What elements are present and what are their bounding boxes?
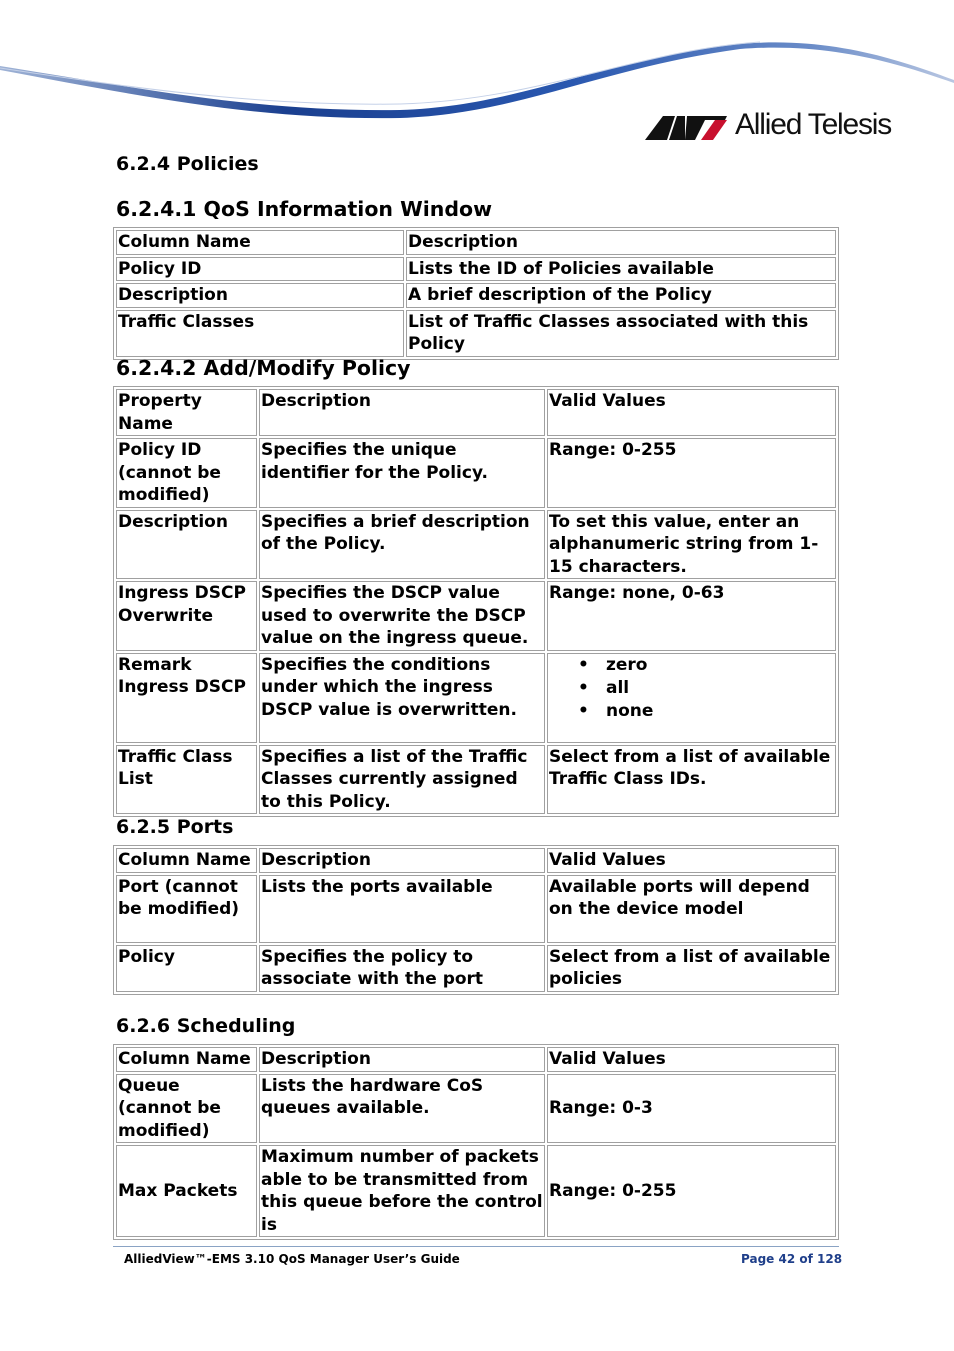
table-cell: Specifies the policy to associate with the port <box>259 945 545 992</box>
table-cell: Queue (cannot be modified) <box>116 1074 257 1144</box>
footer-divider <box>113 1246 839 1247</box>
table-header-row <box>116 848 836 873</box>
table-cell: Specifies a list of the Traffic Classes currently assigned to this Policy. <box>259 745 545 815</box>
table-cell: Select from a list of available policies <box>547 945 836 992</box>
table-cell: Description <box>116 283 404 308</box>
header-cell: Description <box>406 230 836 255</box>
table-row <box>116 283 836 308</box>
allied-telesis-logo <box>645 108 891 142</box>
table-cell: Traffic Class List <box>116 745 257 815</box>
add-modify-policy-table <box>113 386 839 817</box>
table-cell: Remark Ingress DSCP <box>116 653 257 743</box>
table-header-row <box>116 230 836 255</box>
table-header-row <box>116 1047 836 1072</box>
logo-mark-icon <box>645 110 727 140</box>
table-cell: A brief description of the Policy <box>406 283 836 308</box>
table-cell: Port (cannot be modified) <box>116 875 257 943</box>
table-row <box>116 310 836 357</box>
footer-page-number: Page 42 of 128 <box>741 1252 843 1266</box>
header-cell: Column Name <box>116 1047 257 1072</box>
table-cell: List of Traffic Classes associated with this Policy <box>406 310 836 357</box>
header-cell: Valid Values <box>547 848 836 873</box>
table-cell: Max Packets <box>116 1145 257 1237</box>
table-cell: Description <box>116 510 257 580</box>
table-cell: Specifies a brief description of the Policy. <box>259 510 545 580</box>
logo-text: Allied Telesis <box>735 108 892 141</box>
section-heading-ports: 6.2.5 Ports <box>116 816 234 838</box>
table-row <box>116 945 836 992</box>
table-cell: Range: 0-255 <box>547 1145 836 1237</box>
table-cell <box>547 653 836 743</box>
table-cell: Specifies the conditions under which the ingress DSCP value is overwritten. <box>259 653 545 743</box>
header-cell: Valid Values <box>547 389 836 436</box>
table-cell: Policy <box>116 945 257 992</box>
table-cell: Lists the ports available <box>259 875 545 943</box>
section-heading-add-modify: 6.2.4.2 Add/Modify Policy <box>116 356 411 380</box>
table-cell: Policy ID (cannot be modified) <box>116 438 257 508</box>
table-cell: Range: 0-3 <box>547 1074 836 1144</box>
table-row <box>116 510 836 580</box>
list-item: • zero <box>606 654 834 677</box>
table-header-row <box>116 389 836 436</box>
table-row <box>116 581 836 651</box>
header-cell: Description <box>259 848 545 873</box>
header-cell: Valid Values <box>547 1047 836 1072</box>
section-heading-policies: 6.2.4 Policies <box>116 153 259 175</box>
header-cell: Column Name <box>116 230 404 255</box>
table-cell: Available ports will depend on the device model <box>547 875 836 943</box>
list-item: • none <box>606 700 834 723</box>
table-cell: Select from a list of available Traffic Class IDs. <box>547 745 836 815</box>
table-cell: Specifies the DSCP value used to overwrite the DSCP value on the ingress queue. <box>259 581 545 651</box>
remark-values-list <box>549 654 834 723</box>
table-cell: Policy ID <box>116 257 404 282</box>
table-cell: Lists the hardware CoS queues available. <box>259 1074 545 1144</box>
table-row <box>116 653 836 743</box>
table-row <box>116 257 836 282</box>
table-row <box>116 745 836 815</box>
table-cell: Range: none, 0-63 <box>547 581 836 651</box>
header-cell: Description <box>259 389 545 436</box>
header-cell: Column Name <box>116 848 257 873</box>
table-cell: Ingress DSCP Overwrite <box>116 581 257 651</box>
scheduling-table <box>113 1044 839 1240</box>
header-cell: Property Name <box>116 389 257 436</box>
table-cell: Maximum number of packets able to be transmitted from this queue before the control is <box>259 1145 545 1237</box>
table-cell: To set this value, enter an alphanumeric string from 1-15 characters. <box>547 510 836 580</box>
table-cell: Range: 0-255 <box>547 438 836 508</box>
list-item: • all <box>606 677 834 700</box>
footer-document-title: AlliedView™-EMS 3.10 QoS Manager User’s Guide <box>124 1252 460 1266</box>
section-heading-qos-window: 6.2.4.1 QoS Information Window <box>116 197 493 221</box>
table-cell: Specifies the unique identifier for the Policy. <box>259 438 545 508</box>
table-row <box>116 1074 836 1144</box>
table-row <box>116 1145 836 1237</box>
table-row <box>116 875 836 943</box>
table-cell: Traffic Classes <box>116 310 404 357</box>
qos-info-table <box>113 227 839 360</box>
section-heading-scheduling: 6.2.6 Scheduling <box>116 1015 296 1037</box>
ports-table <box>113 845 839 995</box>
header-cell: Description <box>259 1047 545 1072</box>
table-row <box>116 438 836 508</box>
table-cell: Lists the ID of Policies available <box>406 257 836 282</box>
